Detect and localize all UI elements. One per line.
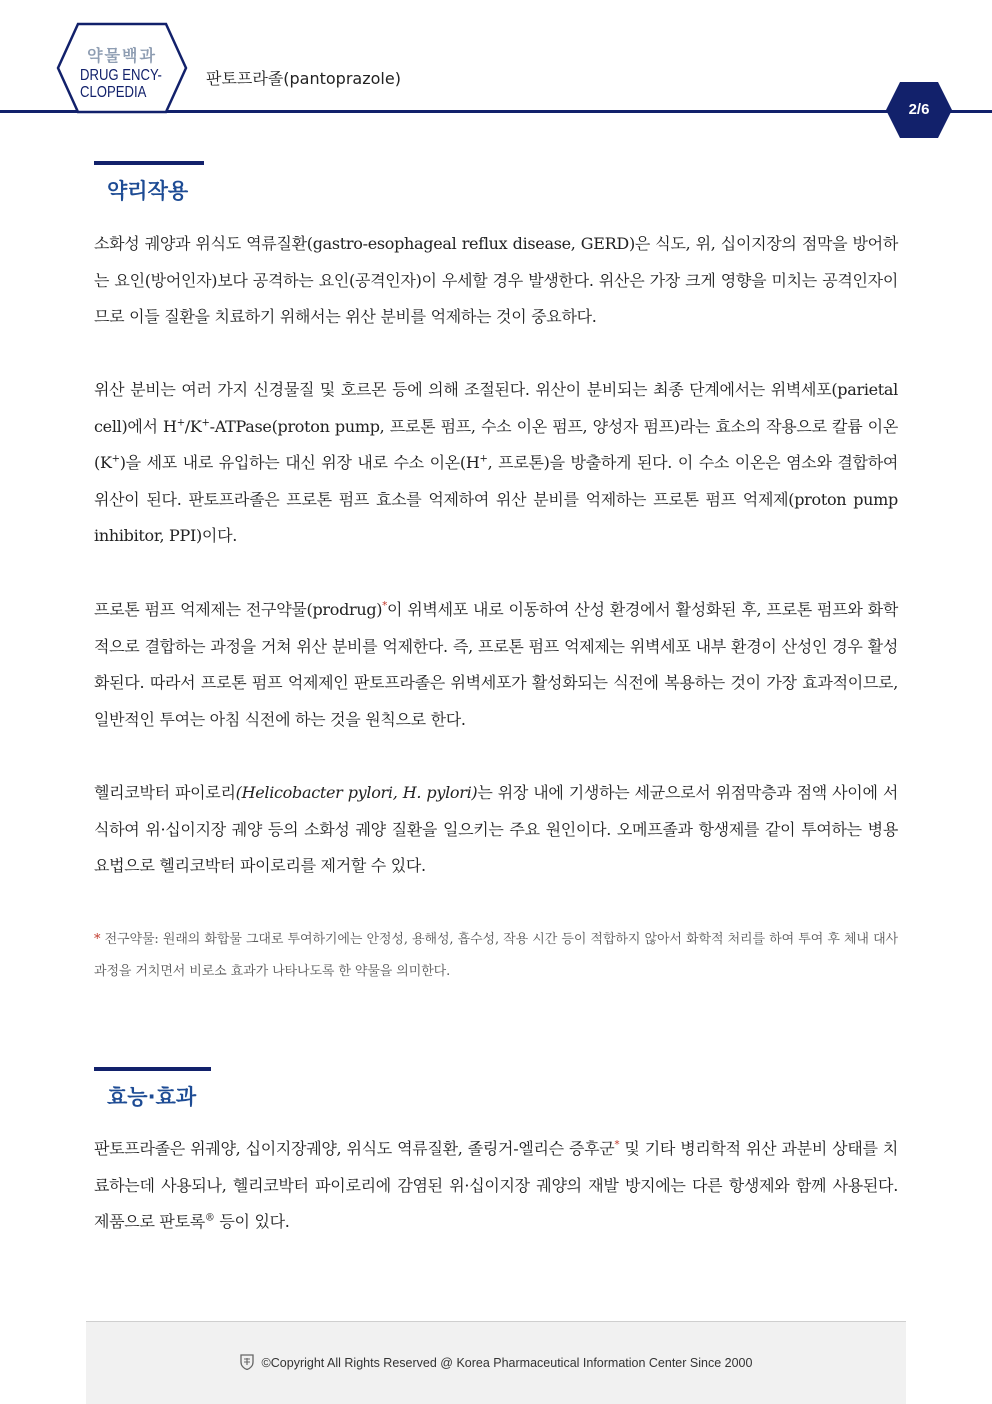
body-paragraph (94, 1131, 898, 1241)
paragraph-text: 위산 분비는 여러 가지 신경물질 및 호르몬 등에 의해 조절된다. 위산이 분비되는 최종 단계에서는 위벽세포(parietal cell)에서 H (94, 380, 898, 436)
superscript: + (176, 417, 185, 429)
section-heading-efficacy: 효능·효과 (107, 1085, 197, 1109)
paragraph-text: , 프로톤)을 방출하게 된다. 이 수소 이온은 염소와 결합하여 위산이 된다. 판토프라졸은 프로톤 펌프 효소를 억제하여 위산 분비를 억제하는 프로톤 펌프 억제제(proton pump inhibitor, PPI)이다. (94, 453, 899, 546)
paragraph-text: )을 세포 내로 유입하는 대신 위장 내로 수소 이온(H (119, 453, 480, 473)
copyright-text: ©Copyright All Rights Reserved @ Korea Pharmaceutical Information Center Since 2000 (261, 1355, 753, 1370)
paragraph-text: -ATPase(proton pump, 프로톤 펌프, 수소 이온 펌프, 양성자 펌프)라는 효소의 작용으로 칼륨 이온(K (94, 416, 898, 473)
body-paragraph (94, 226, 898, 336)
superscript: + (201, 417, 210, 429)
superscript: ® (204, 1212, 215, 1224)
body-paragraph (94, 592, 898, 738)
logo-english-line: CLOPEDIA (80, 84, 147, 101)
body-paragraph (94, 372, 898, 555)
page-header (0, 0, 992, 140)
body-paragraph (94, 775, 898, 885)
paragraph-text: 판토프라졸은 위궤양, 십이지장궤양, 위식도 역류질환, 졸링거-엘리슨 증후군 (94, 1139, 615, 1158)
paragraph-text: 등이 있다. (214, 1212, 290, 1232)
paragraph-text: 프로톤 펌프 억제제는 전구약물(prodrug) (94, 600, 383, 619)
section-rule (94, 161, 204, 165)
page-number-badge (886, 82, 952, 138)
page-footer (86, 1321, 906, 1404)
logo-english-line: DRUG ENCY- (80, 67, 162, 84)
footnote-mark: * (94, 932, 101, 947)
paragraph-text: 및 기타 병리학적 위산 과분비 상태를 치료하는데 사용되나, 헬리코박터 파이로리에 감염된 위·십이지장 궤양의 재발 방지에는 다른 항생제와 함께 사용된다. 제품으로 판토록 (94, 1139, 898, 1232)
footnote-prodrug (94, 924, 898, 988)
logo-english-text (80, 67, 170, 101)
shield-crest-icon (240, 1354, 254, 1373)
superscript: + (479, 453, 488, 465)
paragraph-text: 는 위장 내에 기생하는 세균으로서 위점막층과 점액 사이에 서식하여 위·십이지장 궤양 등의 소화성 궤양 질환을 일으키는 주요 원인이다. 오메프졸과 항생제를 같이 투여하는 병용요법으로 헬리코박터 파이로리를 제거할 수 있다. (94, 783, 898, 876)
document-title: 판토프라졸(pantoprazole) (206, 69, 401, 88)
copyright-line (86, 1354, 906, 1373)
drug-encyclopedia-logo (56, 22, 188, 114)
paragraph-text: 헬리코박터 파이로리 (94, 783, 236, 802)
superscript: + (111, 453, 120, 465)
paragraph-text: 소화성 궤양과 위식도 역류질환(gastro-esophageal reflux disease, GERD)은 식도, 위, 십이지장의 점막을 방어하는 요인(방어인자)보다 공격하는 요인(공격인자)이 우세할 경우 발생한다. 위산은 가장 크게 영향을 미치는 공격인자이므로 이들 질환을 치료하기 위해서는 위산 분비를 억제하는 것이 중요하다. (94, 234, 898, 327)
footnote-reference: * (614, 1139, 620, 1151)
scientific-name: (Helicobacter pylori, H. pylori) (235, 783, 478, 802)
section-heading-pharmacology: 약리작용 (107, 179, 189, 203)
logo-korean-text: 약물백과 (87, 46, 157, 65)
footnote-text: 전구약물: 원래의 화합물 그대로 투여하기에는 안정성, 용해성, 흡수성, 작용 시간 등이 적합하지 않아서 화학적 처리를 하여 투여 후 체내 대사과정을 거치면서 비로소 효과가 나타나도록 한 약물을 의미한다. (94, 932, 898, 979)
footnote-reference: * (382, 600, 387, 612)
paragraph-text: 이 위벽세포 내로 이동하여 산성 환경에서 활성화된 후, 프로톤 펌프와 화학적으로 결합하는 과정을 거쳐 위산 분비를 억제한다. 즉, 프로톤 펌프 억제제는 위벽세포 내부 환경이 산성인 경우 활성화된다. 따라서 프로톤 펌프 억제제인 판토프라졸은 위벽세포가 활성화되는 식전에 복용하는 것이 가장 효과적이므로, 일반적인 투여는 아침 식전에 하는 것을 원칙으로 한다. (94, 600, 898, 729)
page-number: 2/6 (908, 101, 930, 118)
paragraph-text: /K (184, 416, 202, 436)
section-rule (94, 1067, 211, 1071)
